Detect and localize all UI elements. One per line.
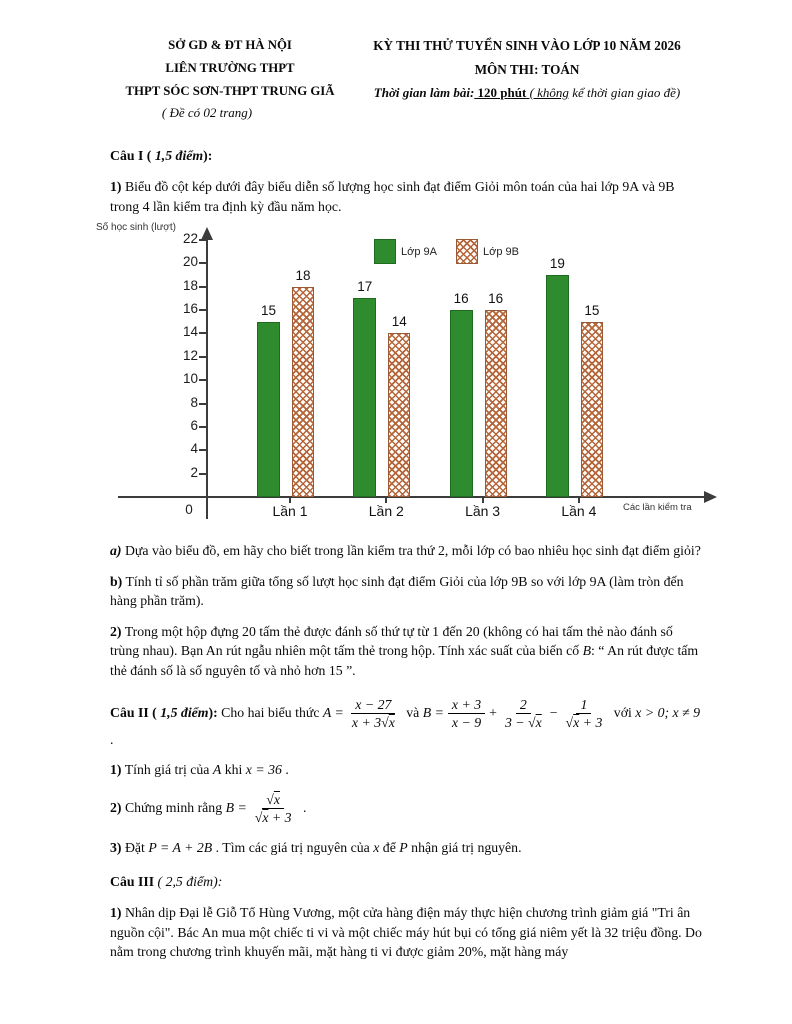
paragraph-text: Trong một hộp đựng 20 tấm thẻ được đánh số thứ tự từ 1 đến 20 (không có hai tấm thẻ nào đánh số trùng nhau). Bạn An rút ngẫu nhiên một tấm thẻ trong hộp. Tính xác suất của biến cố (110, 623, 673, 659)
cau1-heading (110, 146, 704, 166)
y-tick-label: 6 (190, 417, 198, 433)
item-number: 1) (110, 905, 122, 920)
exam-duration-line (350, 81, 704, 104)
den-text: + 3 (268, 810, 292, 826)
y-tick-label: 10 (182, 371, 198, 387)
legend-label-9a: Lớp 9A (401, 245, 437, 258)
cau2-and: và (402, 704, 423, 720)
y-tick-mark (199, 379, 207, 381)
bar-9a-lan4 (546, 275, 569, 497)
x-category-label: Lần 2 (368, 503, 404, 520)
cau1-colon: ): (203, 148, 213, 164)
y-tick-mark (199, 332, 207, 334)
sqrt-radicand: x (273, 791, 280, 807)
exam-subject: MÔN THI: TOÁN (474, 61, 580, 77)
item-number: b) (110, 573, 123, 589)
cau2-label: Câu II ( (110, 704, 161, 720)
paragraph-text: Dựa vào biểu đồ, em hãy cho biết trong lần kiểm tra thứ 2, mỗi lớp có bao nhiêu học sinh đạt điểm giỏi? (121, 543, 701, 559)
school-names: THPT SÓC SƠN-THPT TRUNG GIÃ (125, 83, 335, 98)
cau2-colon: ): (208, 704, 218, 720)
y-tick-label: 14 (182, 324, 198, 340)
x-axis-arrow-icon (704, 491, 717, 503)
cau3-label: Câu III (110, 874, 155, 890)
page-count-note: ( Đề có 02 trang) (161, 105, 253, 121)
y-axis-title: Số học sinh (lượt) (96, 222, 176, 234)
y-tick-label: 4 (190, 441, 198, 457)
duration-label: Thời gian làm bài: (373, 85, 475, 100)
item-number: 2) (110, 623, 122, 639)
sqrt-icon: √ (266, 791, 274, 807)
bar-value-label: 19 (549, 255, 565, 271)
plus-operator: + (489, 704, 497, 720)
sqrt-icon: √ (381, 715, 389, 731)
sqrt-radicand: x (535, 715, 542, 731)
sqrt-icon: √ (254, 810, 263, 826)
duration-note-start: ( không (526, 85, 569, 100)
bar-9b-lan4 (581, 322, 603, 498)
sqrt-radicand: x (262, 810, 269, 826)
y-tick-label: 8 (190, 394, 198, 410)
cau2-heading (110, 696, 704, 750)
sqrt-icon: √ (565, 715, 574, 731)
cau2-item3 (110, 838, 704, 858)
condition-math: x > 0; x ≠ 9 (635, 704, 701, 720)
condition-period: . (110, 732, 114, 748)
den-text: + 3 (579, 715, 603, 731)
formula-B-lhs: B = (422, 704, 444, 720)
bar-value-label: 18 (295, 267, 311, 283)
cau1-item-b (110, 572, 704, 611)
cau2-item2 (110, 791, 704, 827)
y-axis-line (206, 237, 208, 519)
fraction-numerator: 1 (576, 697, 591, 714)
fraction-denominator: x − 9 (451, 715, 482, 731)
bar-value-label: 15 (584, 302, 600, 318)
paragraph-text: Chứng minh rằng (121, 800, 226, 816)
fraction-A (348, 697, 399, 731)
y-tick-mark (199, 239, 207, 241)
y-tick-mark (199, 356, 207, 358)
x-category-label: Lần 3 (465, 503, 501, 520)
y-tick-label: 16 (182, 300, 198, 316)
item-number: 1) (110, 178, 122, 194)
minus-operator: − (549, 704, 558, 720)
item-number: 2) (110, 800, 122, 816)
bar-9b-lan3 (485, 310, 507, 497)
fraction-numerator: x − 27 (351, 697, 395, 714)
y-tick-mark (199, 309, 207, 311)
den-text: 3 − (504, 715, 529, 731)
x-tick-mark (482, 498, 484, 503)
y-tick-mark (199, 449, 207, 451)
bar-9a-lan3 (450, 310, 473, 497)
x-tick-mark (289, 498, 291, 503)
y-tick-mark (199, 426, 207, 428)
math-expr-P: P = A + 2B (148, 839, 213, 855)
paragraph-text: Nhân dịp Đại lễ Giỗ Tổ Hùng Vương, một cửa hàng điện máy thực hiện chương trình giảm giá "Tri ân nguồn cội". Bác An mua một chiếc ti vi và một chiếc máy hút bụi có tổng giá niêm yết là 32 triệu đồng. Do nằm trong chương trình khuyến mãi, mặt hàng ti vi được giảm 20%, mặt hàng máy (110, 905, 702, 960)
bar-value-label: 14 (391, 314, 407, 330)
paragraph-text: . (299, 800, 307, 816)
fraction-denominator (501, 714, 546, 730)
x-tick-mark (385, 498, 387, 503)
paragraph-text: khi (221, 762, 246, 778)
math-expr: x = 36 (245, 762, 282, 778)
x-category-label: Lần 1 (272, 503, 308, 520)
item-number: 3) (110, 839, 122, 855)
duration-underlined (474, 85, 569, 100)
bar-value-label: 16 (453, 290, 469, 306)
header-left-block (110, 34, 350, 124)
bar-chart (96, 222, 722, 529)
y-tick-label: 12 (182, 347, 198, 363)
cau1-item2 (110, 622, 704, 681)
math-var-A: A (212, 762, 222, 778)
exam-body (96, 146, 704, 961)
bar-9b-lan2 (388, 333, 410, 497)
x-axis-title: Các lần kiểm tra (623, 502, 692, 514)
paragraph-text: : “ An rút được tấm thẻ đánh số là số nguyên tố và nhỏ hơn 15 ”. (110, 643, 699, 679)
y-tick-mark (199, 403, 207, 405)
paragraph-text: nhận giá trị nguyên. (407, 839, 522, 855)
paragraph-text: Đặt (121, 839, 149, 855)
paragraph-text: Biểu đồ cột kép dưới đây biểu diễn số lượng học sinh đạt điểm Giỏi môn toán của hai lớp 9A và 9B trong 4 lần kiểm tra định kỳ đầu năm học. (110, 178, 675, 214)
legend-item-9a (374, 239, 437, 264)
y-tick-label: 18 (182, 277, 198, 293)
y-tick-label: 20 (182, 254, 198, 270)
bar-value-label: 17 (357, 279, 373, 295)
x-axis-line (118, 496, 706, 498)
y-tick-label: 22 (182, 230, 198, 246)
cau1-points: 1,5 điểm (154, 148, 204, 164)
document-header (110, 34, 704, 124)
fraction-denominator (348, 714, 399, 730)
cau3-points: ( 2,5 điểm): (154, 874, 223, 890)
y-tick-label: 2 (190, 464, 198, 480)
fraction-B3 (562, 697, 607, 731)
cau2-intro: Cho hai biểu thức (217, 704, 323, 720)
fraction-numerator (262, 792, 284, 809)
cau3-heading (110, 872, 704, 892)
formula-A-lhs: A = (322, 704, 344, 720)
item-number: a) (110, 543, 122, 559)
item-number: 1) (110, 762, 122, 778)
bar-9a-lan2 (353, 298, 376, 497)
legend-item-9b (456, 239, 519, 264)
duration-note-rest: kể thời gian giao đề) (568, 85, 681, 100)
header-right-block (350, 34, 704, 124)
fraction-denominator (251, 809, 296, 825)
exam-title: KỲ THI THỬ TUYỂN SINH VÀO LỚP 10 NĂM 2026 (373, 38, 681, 53)
y-tick-mark (199, 473, 207, 475)
cau3-item1 (110, 903, 704, 962)
fraction-denominator (562, 714, 607, 730)
y-tick-mark (199, 262, 207, 264)
math-var-x: x (373, 839, 380, 855)
origin-label: 0 (185, 502, 193, 518)
formula-B-lhs: B = (225, 800, 247, 816)
cau2-points: 1,5 điểm (160, 704, 209, 720)
bar-value-label: 15 (260, 302, 277, 318)
sqrt-radicand: x (388, 715, 395, 731)
bar-value-label: 16 (488, 290, 504, 306)
school-group-name: LIÊN TRƯỜNG THPT (165, 60, 295, 75)
x-category-label: Lần 4 (561, 503, 597, 520)
department-name: SỞ GD & ĐT HÀ NỘI (168, 38, 292, 52)
sqrt-icon: √ (528, 715, 536, 731)
cau2-item1 (110, 760, 704, 780)
fraction-B2 (501, 697, 546, 731)
den-text: x + 3 (351, 715, 382, 731)
cau1-item1 (110, 177, 704, 216)
legend-swatch-9a (374, 239, 396, 264)
duration-value: 120 phút (474, 85, 527, 100)
y-tick-mark (199, 286, 207, 288)
math-var-B: B (582, 643, 592, 659)
paragraph-text: Tính tỉ số phần trăm giữa tổng số lượt học sinh đạt điểm Giỏi của lớp 9B so với lớp 9A (làm tròn đến hàng phần trăm). (110, 573, 684, 609)
paragraph-text: . Tìm các giá trị nguyên của (212, 839, 374, 855)
math-var-P: P (399, 839, 408, 855)
fraction-B-simplified (251, 792, 296, 826)
paragraph-text: để (379, 839, 400, 855)
legend-swatch-9b (456, 239, 478, 264)
legend-label-9b: Lớp 9B (483, 245, 519, 258)
fraction-B1 (448, 697, 485, 731)
bar-9a-lan1 (257, 322, 280, 498)
condition-text: với (610, 704, 636, 720)
bar-9b-lan1 (292, 287, 314, 498)
cau1-label: Câu I ( (110, 148, 155, 164)
paragraph-text: . (281, 762, 289, 778)
fraction-numerator: 2 (516, 697, 531, 714)
fraction-numerator: x + 3 (448, 697, 485, 714)
paragraph-text: Tính giá trị của (121, 762, 213, 778)
x-tick-mark (578, 498, 580, 503)
cau1-item-a (110, 541, 704, 561)
sqrt-radicand: x (573, 715, 580, 731)
